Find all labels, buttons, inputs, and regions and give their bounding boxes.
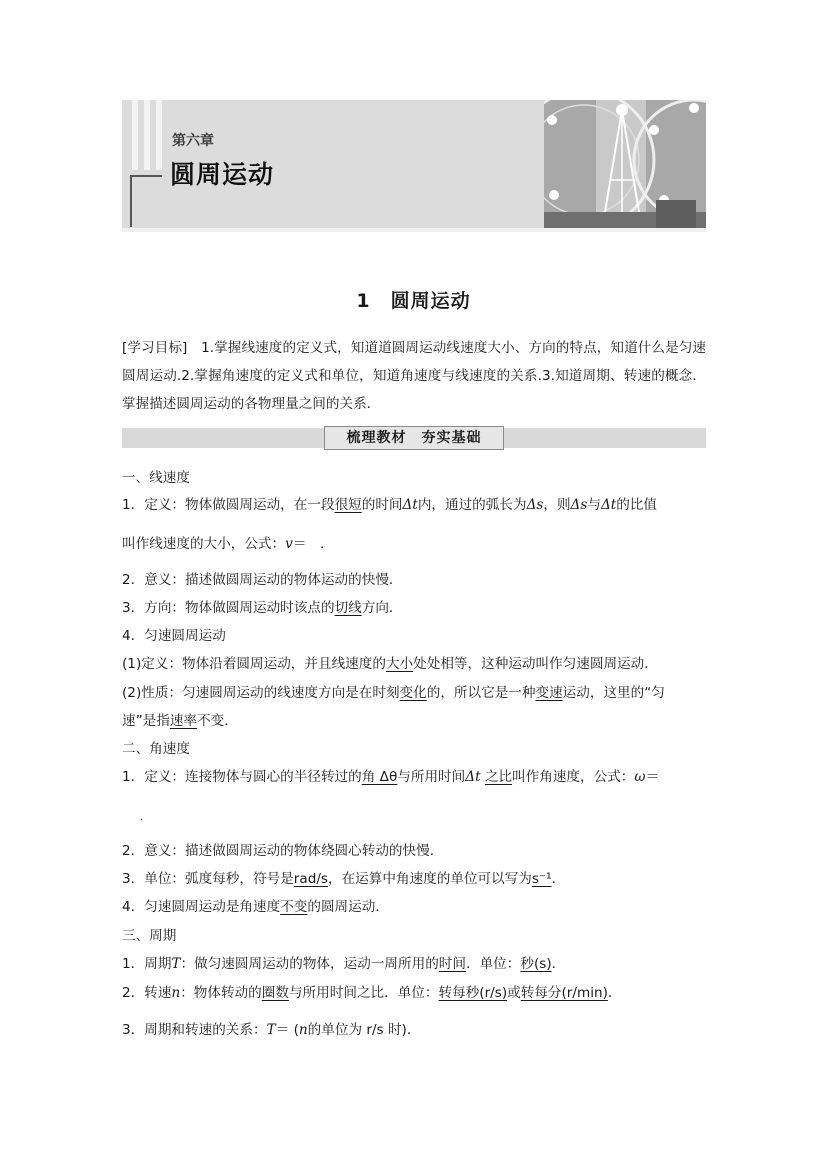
blank-answer: 转每秒(r/s) — [438, 985, 508, 1001]
lesson-title: 1 圆周运动 — [356, 290, 471, 312]
section-label: 梳理教材 夯实基础 — [324, 426, 504, 450]
blank-answer: rad/s — [293, 871, 328, 887]
blank-answer: 圈数 — [261, 985, 289, 1001]
heading-linear-velocity: 一、线速度 — [122, 470, 190, 486]
heading-period: 三、周期 — [122, 928, 177, 944]
blank-answer: 很短 — [334, 497, 362, 513]
text-line: 2．意义：描述做圆周运动的物体绕圆心转动的快慢． — [122, 843, 444, 859]
blank-answer: 变速 — [535, 685, 563, 701]
text-line: 叫作线速度的大小，公式：v＝ . — [122, 536, 325, 552]
learning-objectives — [122, 334, 706, 418]
blank-answer: 变化 — [399, 685, 427, 701]
ferris-wheel-icon — [544, 100, 706, 228]
blank-answer: 转每分(r/min) — [520, 985, 608, 1001]
text-line: 1．定义：连接物体与圆心的半径转过的角 Δθ与所用时间Δt 之比叫作角速度，公式：ω＝ — [122, 769, 660, 785]
objectives-text: 1.掌握线速度的定义式，知道道圆周运动线速度大小、方向的特点，知道什么是匀速圆周运动.2.掌握角速度的定义式和单位，知道角速度与线速度的关系.3.知道周期、转速的概念．掌握描述圆周运动的各物理量之间的关系． — [122, 340, 706, 412]
text-line: (1)定义：物体沿着圆周运动，并且线速度的大小处处相等，这种运动叫作匀速圆周运动． — [122, 656, 658, 672]
chapter-label: 第六章 — [172, 133, 214, 149]
chapter-title: 圆周运动 — [170, 160, 275, 189]
blank-answer: 切线 — [334, 600, 362, 616]
text-line: (2)性质：匀速圆周运动的线速度方向是在时刻变化的，所以它是一种变速运动，这里的“匀 — [122, 685, 665, 701]
ferris-wheel-image — [544, 100, 706, 228]
text-line: 1．周期T：做匀速圆周运动的物体，运动一周所用的时间．单位：秒(s)． — [122, 956, 566, 972]
heading-angular-velocity: 二、角速度 — [122, 741, 190, 757]
text-line: 3．单位：弧度每秒，符号是rad/s，在运算中角速度的单位可以写为s⁻¹. — [122, 871, 556, 887]
blank-answer: 时间 — [438, 956, 466, 972]
section-bar — [122, 428, 706, 448]
objectives-tag: [学习目标] — [122, 340, 188, 356]
blank-answer: s⁻¹ — [531, 871, 552, 887]
text-line: 2．转速n：物体转动的圈数与所用时间之比．单位：转每秒(r/s)或转每分(r/min)． — [122, 985, 622, 1001]
blank-answer: 速率 — [169, 713, 198, 729]
blank-answer: 大小 — [385, 656, 414, 672]
text-line: 1．定义：物体做圆周运动，在一段很短的时间Δt内，通过的弧长为Δs，则Δs与Δt的比值 — [122, 497, 657, 513]
text-line: 速”是指速率不变． — [122, 713, 238, 729]
blank-answer: 角 Δθ — [361, 769, 398, 785]
text-line: 4．匀速圆周运动是角速度不变的圆周运动． — [122, 899, 389, 915]
blank-answer: 之比 — [484, 769, 513, 785]
blank-answer: 不变 — [280, 899, 308, 915]
blank-answer: 秒(s) — [520, 956, 552, 972]
banner-bracket — [130, 175, 162, 227]
text-line: 3．周期和转速的关系：T＝ (n的单位为 r/s 时)． — [122, 1022, 421, 1038]
text-line: 4．匀速圆周运动 — [122, 628, 226, 644]
text-line: 3．方向：物体做圆周运动时该点的切线方向． — [122, 600, 403, 616]
text-line: 2．意义：描述做圆周运动的物体运动的快慢． — [122, 572, 403, 588]
chapter-banner — [122, 100, 706, 232]
